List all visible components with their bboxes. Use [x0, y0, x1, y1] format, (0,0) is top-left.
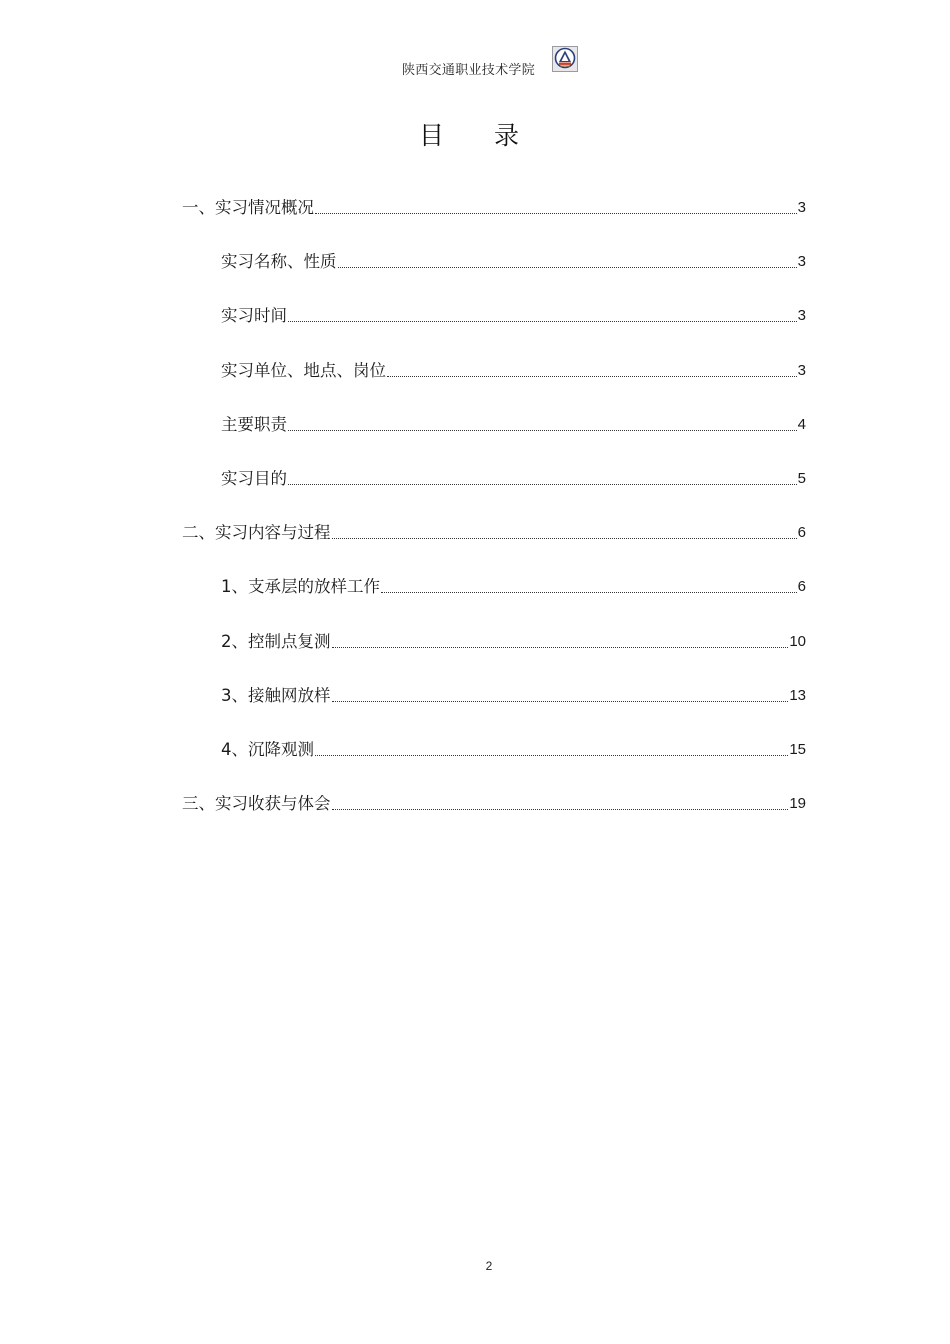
toc-entry[interactable]: [221, 357, 806, 385]
toc-entry-page: 3: [797, 307, 806, 324]
toc-entry-page: 6: [797, 524, 806, 541]
toc-entry-label: 1、支承层的放样工作: [221, 577, 380, 596]
toc-entry-label: 4、沉降观测: [221, 740, 314, 759]
college-emblem-icon: [552, 46, 578, 72]
toc-entry[interactable]: [221, 736, 806, 764]
toc-leader-dots: [387, 375, 797, 377]
toc-entry[interactable]: [182, 519, 806, 547]
toc-entry-label: 实习目的: [221, 469, 287, 488]
toc-leader-dots: [338, 266, 797, 268]
toc-leader-dots: [288, 429, 797, 431]
toc-entry-label: 实习名称、性质: [221, 252, 337, 271]
toc-entry-label: 一、实习情况概况: [182, 198, 314, 217]
toc-entry[interactable]: [221, 573, 806, 601]
toc-entry-page: 3: [797, 253, 806, 270]
toc-entry[interactable]: [221, 302, 806, 330]
toc-entry-page: 5: [797, 470, 806, 487]
toc-entry-page: 10: [789, 633, 806, 650]
toc-entry-page: 3: [797, 199, 806, 216]
toc-leader-dots: [332, 646, 789, 648]
toc-entry-page: 6: [797, 578, 806, 595]
toc-leader-dots: [315, 754, 788, 756]
toc-leader-dots: [332, 537, 797, 539]
toc-entry[interactable]: [221, 628, 806, 656]
toc-entry-page: 3: [797, 362, 806, 379]
toc-entry-page: 15: [789, 741, 806, 758]
toc-entry[interactable]: [221, 411, 806, 439]
toc-leader-dots: [315, 212, 797, 214]
toc-entry[interactable]: [221, 682, 806, 710]
page-header: [0, 44, 950, 76]
toc-entry-label: 实习单位、地点、岗位: [221, 361, 386, 380]
toc-entry[interactable]: [182, 790, 806, 818]
toc-entry-label: 二、实习内容与过程: [182, 523, 331, 542]
toc-entry-label: 主要职责: [221, 415, 287, 434]
toc-leader-dots: [332, 808, 789, 810]
toc-leader-dots: [381, 591, 797, 593]
toc-entry[interactable]: [221, 465, 806, 493]
toc-leader-dots: [332, 700, 789, 702]
toc-leader-dots: [288, 483, 797, 485]
page-title: 目录: [418, 121, 569, 150]
toc-entry-label: 3、接触网放样: [221, 686, 331, 705]
toc-entry-label: 三、实习收获与体会: [182, 794, 331, 813]
toc-entry-label: 实习时间: [221, 306, 287, 325]
toc-entry-page: 13: [789, 687, 806, 704]
toc-entry-page: 19: [789, 795, 806, 812]
institution-name: 陕西交通职业技术学院: [402, 63, 536, 78]
page-number: 2: [485, 1259, 493, 1273]
toc-entry[interactable]: [221, 248, 806, 276]
toc-entry[interactable]: [182, 194, 806, 222]
toc-leader-dots: [288, 320, 797, 322]
toc-entry-page: 4: [797, 416, 806, 433]
toc-entry-label: 2、控制点复测: [221, 632, 331, 651]
